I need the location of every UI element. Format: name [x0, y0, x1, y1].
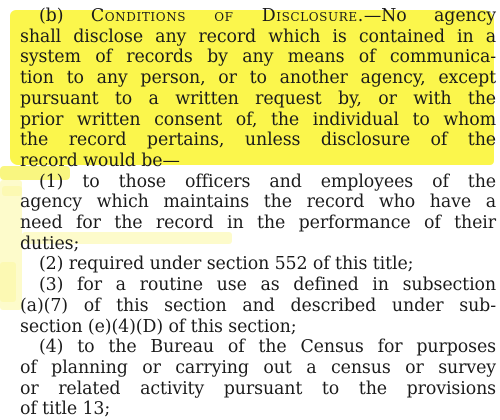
- heading-line: [20, 6, 496, 27]
- text-line: of planning or carrying out a census or survey: [20, 357, 496, 378]
- text-line: prior written consent of, the individual to whom: [20, 109, 496, 130]
- text-line: duties;: [20, 233, 80, 254]
- highlight-bleed: [2, 186, 22, 196]
- section-label: (b): [39, 6, 64, 26]
- text-line: tion to any person, or to another agency, except: [20, 68, 496, 89]
- text-line: section (e)(4)(D) of this section;: [20, 316, 297, 337]
- statute-text: [20, 6, 496, 420]
- list-item-4: (4) to the Bureau of the Census for purposes: [39, 337, 496, 358]
- list-item-3: (3) for a routine use as defined in subsection: [39, 275, 496, 296]
- intro-text: —No agency: [363, 6, 496, 26]
- text-line: the record pertains, unless disclosure of the: [20, 130, 496, 151]
- text-line: system of records by any means of communica-: [20, 47, 496, 68]
- text-line: shall disclose any record which is contained in a: [20, 26, 496, 47]
- text-line: need for the record in the performance of their: [20, 213, 496, 234]
- text-line: agency which maintains the record who have a: [20, 192, 496, 213]
- text-line: (a)(7) of this section and described under sub-: [20, 295, 496, 316]
- text-line: record would be—: [20, 150, 180, 171]
- text-line: or related activity pursuant to the provisions: [20, 378, 496, 399]
- highlight-bleed: [0, 262, 16, 302]
- list-item-2: (2) required under section 552 of this title;: [39, 254, 414, 275]
- section-title: Conditions of Disclosure.: [90, 6, 364, 26]
- list-item-1: (1) to those officers and employees of the: [39, 171, 496, 192]
- text-line: pursuant to a written request by, or with the: [20, 88, 496, 109]
- text-line: of title 13;: [20, 399, 111, 420]
